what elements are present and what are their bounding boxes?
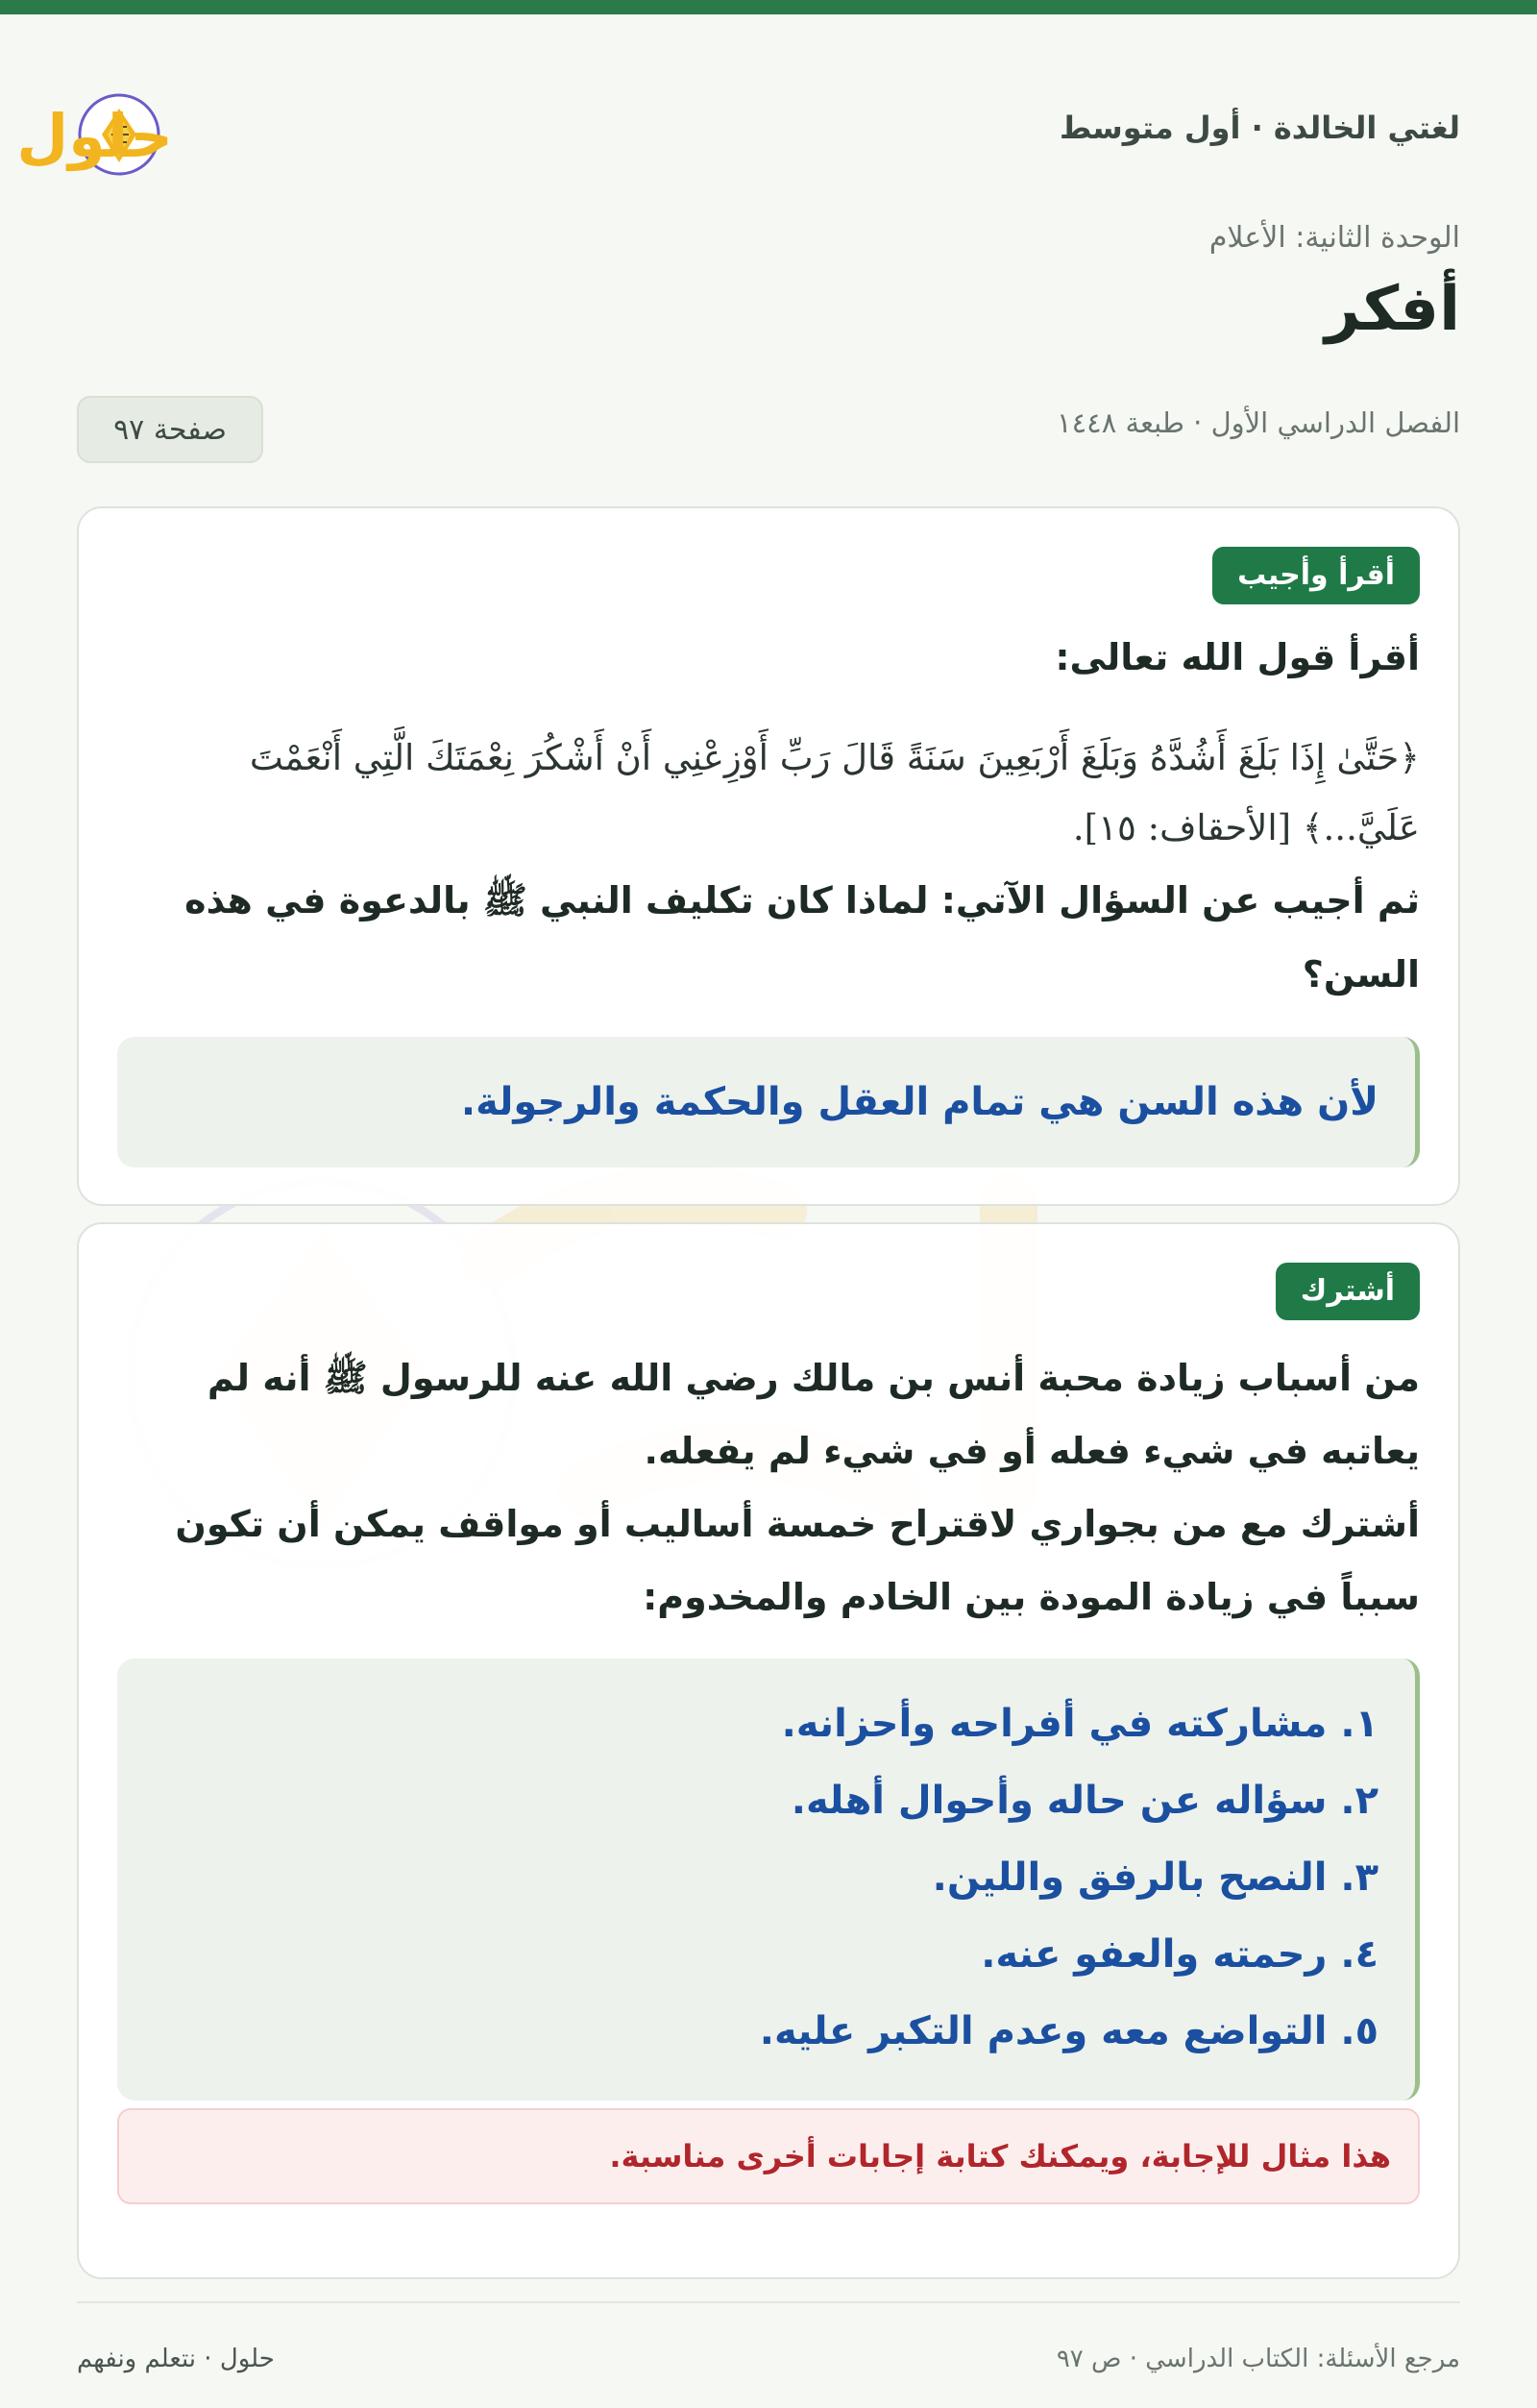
top-accent-bar <box>0 0 1537 14</box>
footer-brand[interactable]: حلول · نتعلم ونفهم <box>77 2345 275 2373</box>
prompt-line: أشترك مع من بجواري لاقتراح خمسة أساليب أو مواقف يمكن أن تكون <box>175 1503 1420 1545</box>
logo-mark-icon <box>16 82 355 187</box>
list-item: ٣. النصح بالرفق واللين. <box>932 1855 1378 1900</box>
brand-logo[interactable] <box>16 82 355 187</box>
footer-reference: مرجع الأسئلة: الكتاب الدراسي · ص ٩٧ <box>1056 2345 1460 2373</box>
list-item: ١. مشاركته في أفراحه وأحزانه. <box>781 1702 1378 1746</box>
example-note: هذا مثال للإجابة، ويمكنك كتابة إجابات أخرى مناسبة. <box>117 2108 1420 2204</box>
list-item: ٢. سؤاله عن حاله وأحوال أهله. <box>791 1779 1378 1823</box>
page-number-badge: صفحة ٩٧ <box>77 396 263 463</box>
question-line: ثم أجيب عن السؤال الآتي: لماذا كان تكليف النبي ﷺ بالدعوة في هذه <box>184 879 1420 921</box>
list-item: ٥. التواضع معه وعدم التكبر عليه. <box>759 2009 1378 2053</box>
prompt-line: سبباً في زيادة المودة بين الخادم والمخدوم: <box>643 1576 1420 1618</box>
prompt-line: من أسباب زيادة محبة أنس بن مالك رضي الله عنه للرسول ﷺ أنه لم <box>207 1357 1420 1399</box>
unit-label: الوحدة الثانية: الأعلام <box>1208 221 1460 255</box>
verse-line: ﴿حَتَّىٰ إِذَا بَلَغَ أَشُدَّهُ وَبَلَغَ أَرْبَعِينَ سَنَةً قَالَ رَبِّ أَوْزِعْنِي أَنْ أَشْكُرَ نِعْمَتَكَ الَّتِي أَنْعَمْتَ <box>249 737 1420 778</box>
term-label: الفصل الدراسي الأول · طبعة ١٤٤٨ <box>1057 406 1460 439</box>
verse-line: عَلَيَّ...﴾ [الأحقاف: ١٥]. <box>1072 807 1420 848</box>
answer-box <box>117 1659 1420 2101</box>
header <box>16 67 1460 173</box>
footer-divider <box>77 2301 1460 2303</box>
prompt-line: يعاتبه في شيء فعله أو في شيء لم يفعله. <box>644 1430 1420 1472</box>
breadcrumb: لغتي الخالدة · أول متوسط <box>1060 110 1460 146</box>
logo-text: حلول <box>16 101 173 171</box>
answer-box <box>117 1037 1420 1167</box>
answer-list <box>760 1685 1378 2070</box>
page <box>16 14 1460 2408</box>
section-badge: أقرأ وأجيب <box>1212 547 1420 604</box>
page-title: أفكر <box>1325 274 1460 345</box>
read-and-answer-card <box>77 506 1460 1206</box>
intro-text: أقرأ قول الله تعالى: <box>1055 636 1420 678</box>
answer-text: لأن هذه السن هي تمام العقل والحكمة والرجولة. <box>460 1080 1378 1124</box>
section-badge: أشترك <box>1276 1263 1420 1320</box>
participate-card <box>77 1222 1460 2279</box>
question-line: السن؟ <box>1302 953 1420 995</box>
list-item: ٤. رحمته والعفو عنه. <box>981 1932 1378 1977</box>
